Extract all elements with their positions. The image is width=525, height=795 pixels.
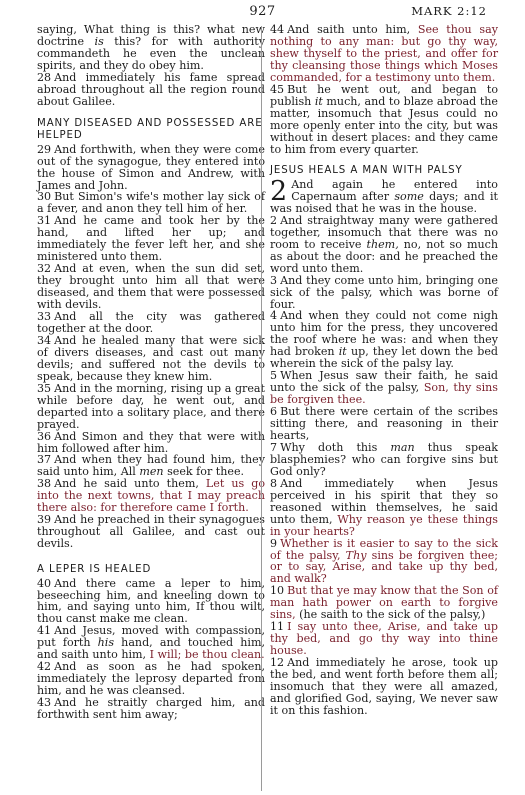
verse-number: 6	[270, 405, 278, 419]
verse	[37, 191, 265, 215]
verse-text-segment: But there were certain of the scribes sitting there, and reasoning in their hearts,	[270, 405, 498, 442]
verse-number: 30	[37, 190, 52, 204]
verse-text-segment: And he said unto them,	[54, 477, 206, 491]
verse	[270, 24, 498, 84]
verse-number: 32	[37, 262, 52, 276]
verse-continuation	[37, 24, 265, 72]
verse-number: 37	[37, 453, 52, 467]
verse	[37, 431, 265, 455]
verse-number: 36	[37, 429, 52, 443]
verse-text-segment: man	[390, 440, 415, 454]
verse-text-segment: And he healed many that were sick of divers diseases, and cast out many devils; and suffered not the devils to speak, because they knew him.	[37, 333, 265, 383]
verse	[37, 311, 265, 335]
words-of-jesus: Why reason ye these things in your hearts?	[270, 512, 498, 538]
verse-number: 42	[37, 660, 52, 674]
verse-text-segment: And straightway many were gathered together, insomuch that there was no room to receive	[270, 213, 498, 251]
verse	[270, 442, 498, 478]
verse-number: 29	[37, 142, 52, 156]
verse-text-segment: And at even, when the sun did set, they brought unto him all that were diseased, and them that were possessed with devils.	[37, 262, 265, 312]
verse-text-segment: And there came a leper to him, beseeching him, and kneeling down to him, and saying unto him, If thou wilt, thou canst make me clean.	[37, 576, 265, 626]
verse	[37, 72, 265, 108]
verse-number: 8	[270, 476, 278, 490]
verse-number: 45	[270, 82, 285, 96]
words-of-jesus: Let us go into the next towns, that I may preach there also: for therefore came I forth.	[37, 477, 265, 515]
verse-text-segment: And he straitly charged him, and forthwith sent him away;	[37, 696, 265, 722]
verse-number: 9	[270, 536, 278, 550]
section-heading: A LEPER IS HEALED	[37, 564, 152, 576]
chapter-start	[270, 179, 498, 215]
verse-text-segment: saying, What thing is this? what new doctrine	[37, 23, 265, 48]
verse	[37, 478, 265, 514]
verse-text-segment: And he preached in their synagogues throughout all Galilee, and cast out devils.	[37, 513, 265, 551]
right-column	[270, 24, 498, 717]
verse-text-segment: no, not so much as about the door: and he preached the word unto them.	[270, 237, 498, 275]
verse-number: 11	[270, 620, 285, 634]
verse	[37, 661, 265, 697]
verse	[270, 478, 498, 538]
verse	[37, 263, 265, 311]
verse-text-segment: his	[97, 636, 115, 650]
verse-text-segment: thus speak blasphemies? who can forgive sins but God only?	[270, 440, 498, 478]
verse-text-segment: And Jesus, moved with compassion, put forth	[37, 624, 265, 650]
verse-text-segment: But Simon's wife's mother lay sick of a fever, and anon they tell him of her.	[37, 190, 265, 216]
verse-number: 41	[37, 624, 52, 638]
verse-text-segment: And when they could not come nigh unto him for the press, they uncovered the roof where he was: and when they had broken	[270, 309, 498, 359]
verse-text-segment: them,	[366, 237, 399, 251]
verse-text-segment: And in the morning, rising up a great while before day, he went out, and departed into a solitary place, and there prayed.	[37, 381, 265, 431]
verse-text-segment: And as soon as he had spoken, immediately the leprosy departed from him, and he was cleansed.	[37, 660, 265, 698]
verse-text-segment: Why doth this	[280, 440, 391, 454]
verse-number: 34	[37, 333, 52, 347]
page-number: 927	[249, 4, 276, 19]
verse-number: 10	[270, 584, 285, 598]
verse-text-segment: days; and it was noised that he was in the house.	[270, 189, 498, 215]
verse	[37, 383, 265, 431]
verse-text-segment: And immediately he arose, took up the bed, and went forth before them all; insomuch that they were all amazed, and glorified God, saying, We never saw it on this fashion.	[270, 656, 498, 717]
verse	[37, 335, 265, 383]
verse-number: 33	[37, 310, 52, 324]
verse-number: 43	[37, 696, 52, 710]
verse	[37, 454, 265, 478]
verse-text-segment: But he went out, and began to publish	[270, 82, 498, 108]
verse-text-segment: it	[338, 345, 347, 359]
verse-text-segment: And saith unto him,	[287, 23, 418, 36]
verse-text-segment: it	[314, 94, 323, 108]
words-of-jesus: I will; be thou clean.	[149, 648, 265, 662]
verse-text-segment: men	[139, 465, 164, 479]
running-head: MARK 2:12	[411, 4, 487, 18]
verse-text-segment: And they come unto him, bringing one sick of the palsy, which was borne of four.	[270, 273, 498, 311]
verse-text-segment: (he saith to the sick of the palsy,)	[295, 608, 486, 622]
words-of-jesus: Whether is it easier to say to the sick of the palsy,	[270, 536, 498, 562]
verse	[270, 84, 498, 156]
column-divider	[261, 26, 262, 791]
verse-text-segment: hand, and touched him, and saith unto him,	[37, 636, 265, 662]
verse	[37, 144, 265, 192]
verse-text-segment: And immediately his fame spread abroad throughout all the region round about Galilee.	[37, 70, 265, 108]
verse-number: 39	[37, 513, 52, 527]
verse	[270, 657, 498, 717]
verse-number: 38	[37, 477, 52, 491]
verse-text-segment: When Jesus saw their faith, he said unto the sick of the palsy,	[270, 369, 498, 395]
verse-number: 5	[270, 369, 278, 383]
verse-text-segment: And when they had found him, they said unto him, All	[37, 453, 265, 479]
verse	[270, 585, 498, 621]
verse-number: 2	[270, 213, 278, 227]
left-column	[37, 24, 265, 721]
verse-text-segment: up, they let down the bed wherein the sick of the palsy lay.	[270, 345, 498, 371]
verse	[37, 514, 265, 550]
verse-text-segment: seek for thee.	[163, 465, 245, 479]
verse	[270, 621, 498, 657]
words-of-jesus: See thou say nothing to any man: but go thy way, shew thyself to the priest, and offer for thy cleansing those things which Moses commanded, for a testimony unto them.	[270, 23, 498, 84]
verse-number: 40	[37, 576, 52, 590]
verse	[37, 625, 265, 661]
verse-number: 12	[270, 656, 285, 670]
verse-number: 7	[270, 440, 278, 454]
verse-number: 44	[270, 23, 285, 36]
verse-text-segment: this? for with authority commandeth he even the unclean spirits, and they do obey him.	[37, 34, 265, 72]
words-of-jesus: Thy	[345, 548, 367, 562]
verse-text-segment: And all the city was gathered together at the door.	[37, 310, 265, 335]
verse-number: 4	[270, 309, 278, 323]
verse-text-segment: And he came and took her by the hand, and lifted her up; and immediately the fever left her, and she ministered unto them.	[37, 214, 265, 264]
verse	[270, 310, 498, 370]
section-heading: JESUS HEALS A MAN WITH PALSY	[270, 165, 463, 177]
verse-text-segment: And immediately when Jesus perceived in his spirit that they so reasoned within themselves, he said unto them,	[270, 476, 498, 526]
section-heading: MANY DISEASED AND POSSESSED ARE HELPED	[37, 117, 263, 142]
verse-number: 28	[37, 70, 52, 84]
verse	[37, 578, 265, 626]
verse-text-segment: is	[94, 34, 104, 48]
page-header	[0, 4, 525, 22]
verse-text-segment: And again he entered into Capernaum after	[291, 178, 498, 203]
words-of-jesus: sins be forgiven thee; or to say, Arise, and take up thy bed, and walk?	[270, 548, 498, 586]
verse	[270, 370, 498, 406]
verse	[270, 215, 498, 275]
verse-number: 3	[270, 273, 278, 287]
verse-text-segment: some	[394, 189, 424, 203]
verse-number: 31	[37, 214, 52, 228]
verse-text-segment: much, and to blaze abroad the matter, insomuch that Jesus could no more openly enter into the city, but was without in desert places: and they came to him from every quarter.	[270, 94, 498, 156]
words-of-jesus: I say unto thee, Arise, and take up thy bed, and go thy way into thine house.	[270, 620, 498, 658]
chapter-number: 2	[270, 178, 288, 207]
verse-number: 35	[37, 381, 52, 395]
verse	[270, 538, 498, 586]
verse-text-segment: And forthwith, when they were come out of the synagogue, they entered into the house of Simon and Andrew, with James and John.	[37, 142, 265, 192]
words-of-jesus: Son, thy sins be forgiven thee.	[270, 381, 498, 407]
words-of-jesus: But that ye may know that the Son of man hath power on earth to forgive sins,	[270, 584, 498, 622]
verse	[37, 215, 265, 263]
verse	[37, 697, 265, 721]
verse	[270, 275, 498, 311]
verse	[270, 406, 498, 442]
verse-text-segment: And Simon and they that were with him followed after him.	[37, 429, 265, 455]
